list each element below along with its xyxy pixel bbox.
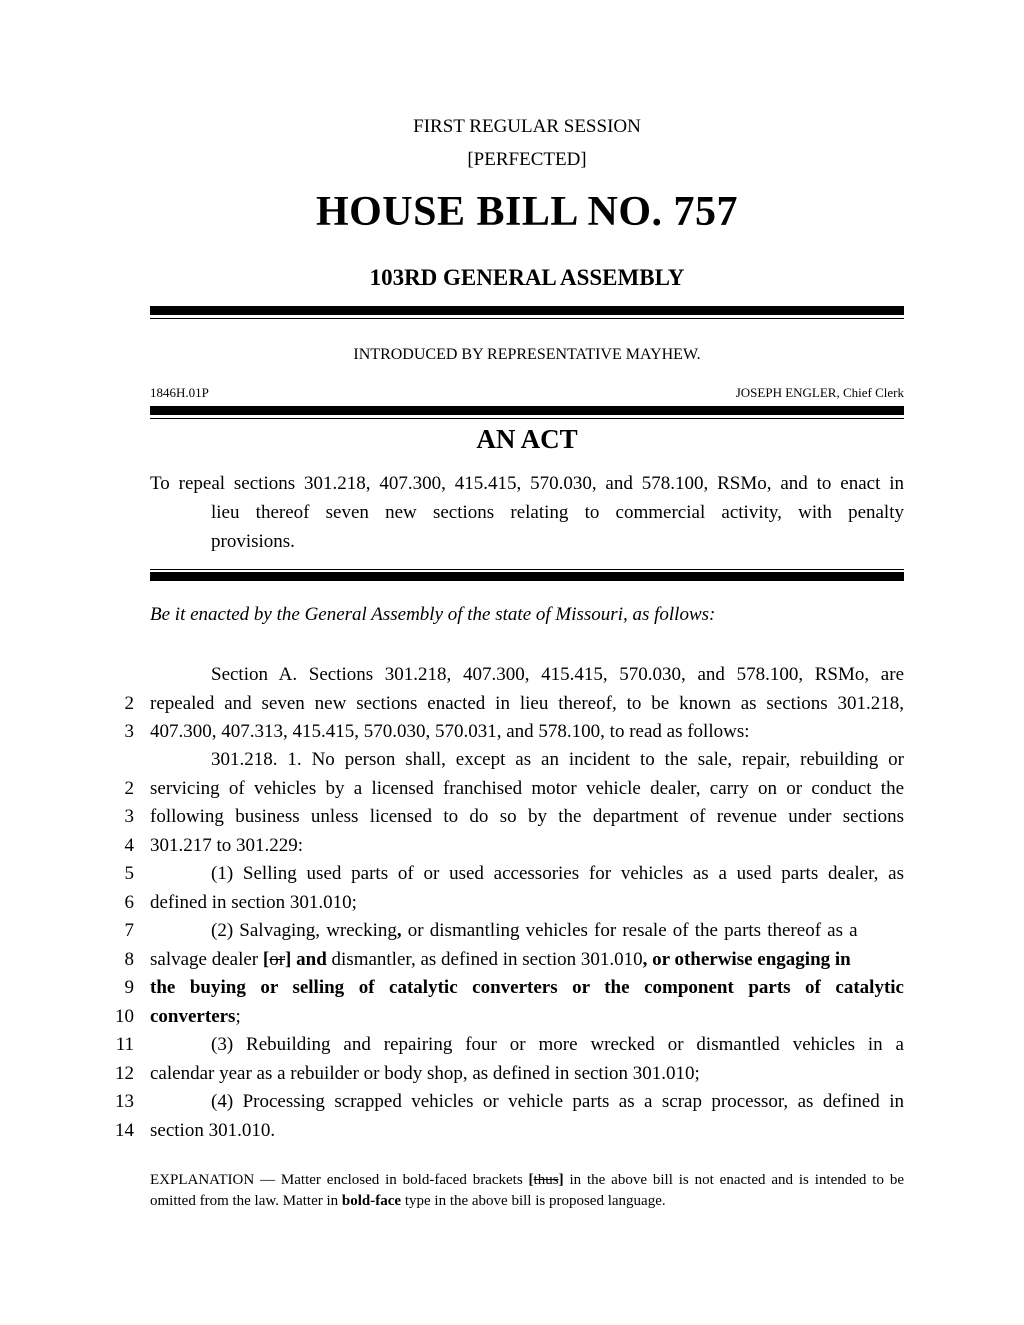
line-text: Section A. Sections 301.218, 407.300, 415.415, 570.030, and 578.100, RSMo, are [211, 664, 904, 685]
act-summary [150, 469, 904, 556]
text-line [100, 1120, 904, 1149]
text-line [100, 835, 904, 864]
bracket-close: ] [285, 948, 292, 970]
summary-rule-thin [150, 569, 904, 570]
bracket-open: [ [528, 1172, 534, 1188]
line-text: (4) Processing scrapped vehicles or vehicle parts as a scrap processor, as defined in [211, 1091, 904, 1112]
strike-example: thus [533, 1172, 559, 1188]
an-act-heading: AN ACT [476, 424, 578, 454]
line-text [150, 1006, 904, 1028]
line-text: 301.217 to 301.229: [150, 834, 304, 856]
text-line [100, 806, 904, 835]
summary-line-3: provisions. [211, 531, 295, 552]
session-label: FIRST REGULAR SESSION [413, 116, 641, 137]
bill-status: [PERFECTED] [467, 149, 587, 170]
explanation-note [150, 1170, 904, 1212]
line-number: 10 [115, 1005, 134, 1027]
added-text-line: the buying or selling of catalytic converters or the component parts of catalytic [150, 977, 904, 998]
clerk-rule-thin [150, 418, 904, 419]
added-text: and [291, 948, 327, 970]
line-text [150, 949, 904, 971]
line-number: 14 [115, 1119, 134, 1141]
text-line [100, 920, 904, 949]
text-run: (2) Salvaging, wrecking [211, 920, 397, 941]
text-line [100, 1091, 904, 1120]
line-text: (3) Rebuilding and repairing four or more wrecked or dismantled vehicles in a [211, 1034, 904, 1055]
line-number: 12 [115, 1062, 134, 1084]
line-number: 4 [124, 834, 134, 856]
bold-example: bold-face [341, 1193, 402, 1209]
clerk-rule-thick [150, 406, 904, 415]
line-text: calendar year as a rebuilder or body shop, as defined in section 301.010; [150, 1062, 700, 1084]
text-line [100, 1034, 904, 1063]
line-text: defined in section 301.010; [150, 891, 357, 913]
added-text: converters [150, 1005, 236, 1027]
line-number: 13 [115, 1091, 134, 1112]
bracket-open: [ [262, 948, 270, 970]
introduced-by: INTRODUCED BY REPRESENTATIVE MAYHEW. [353, 346, 701, 363]
chief-clerk: JOSEPH ENGLER, Chief Clerk [735, 385, 904, 400]
line-number: 3 [124, 721, 134, 742]
line-number: 9 [124, 977, 134, 998]
line-number: 6 [124, 891, 134, 913]
header-rule-thin [150, 318, 904, 319]
added-text: , or otherwise engaging in [642, 948, 851, 970]
text-line [100, 892, 904, 921]
text-run: salvage dealer [150, 948, 263, 970]
line-number: 2 [124, 692, 134, 714]
bracket-close: ] [558, 1172, 564, 1188]
text-line [100, 749, 904, 778]
line-text: (1) Selling used parts of or used accessories for vehicles as a used parts dealer, as [211, 863, 904, 884]
deleted-text: or [269, 948, 286, 970]
text-line [100, 721, 904, 750]
line-text: 407.300, 407.313, 415.415, 570.030, 570.031, and 578.100, to read as follows: [150, 721, 750, 742]
text-line [100, 863, 904, 892]
line-number: 2 [124, 777, 134, 799]
added-comma: , [396, 920, 402, 941]
summary-line-2: lieu thereof seven new sections relating to commercial activity, with penalty [211, 502, 904, 523]
summary-rule-thick [150, 572, 904, 581]
line-number: 8 [124, 948, 134, 970]
summary-line-1: To repeal sections 301.218, 407.300, 415.415, 570.030, and 578.100, RSMo, and to enact in [150, 473, 904, 494]
line-number: 7 [124, 920, 134, 941]
header-rule-thick [150, 306, 904, 315]
line-number: 3 [124, 806, 134, 827]
text-run: Matter enclosed in bold-faced brackets [275, 1172, 529, 1188]
document-number: 1846H.01P [150, 385, 209, 400]
bill-title: HOUSE BILL NO. 757 [315, 189, 739, 235]
explanation-label: EXPLANATION — [150, 1172, 276, 1188]
line-number: 5 [124, 863, 134, 884]
line-text [150, 920, 904, 942]
enacting-clause: Be it enacted by the General Assembly of the state of Missouri, as follows: [150, 604, 716, 625]
text-line [100, 977, 904, 1006]
line-text: section 301.010. [150, 1119, 276, 1141]
text-line [100, 778, 904, 807]
line-text: servicing of vehicles by a licensed franchised motor vehicle dealer, carry on or conduct the [150, 777, 904, 799]
text-run: ; [235, 1005, 241, 1027]
text-line [100, 1006, 904, 1035]
line-text: 301.218. 1. No person shall, except as an incident to the sale, repair, rebuilding or [211, 749, 904, 770]
text-run: or dismantling vehicles for resale of the parts thereof as a [401, 920, 858, 941]
line-text: repealed and seven new sections enacted in lieu thereof, to be known as sections 301.218, [150, 692, 904, 714]
assembly-label: 103RD GENERAL ASSEMBLY [369, 265, 685, 290]
text-run: in the above bill is not enacted and is intended to be omitted from the law. Matter in [150, 1172, 905, 1209]
text-run: type in the above bill is proposed language. [401, 1193, 666, 1209]
line-number: 11 [115, 1034, 134, 1055]
text-line [100, 693, 904, 722]
text-line [100, 664, 904, 693]
text-line [100, 949, 904, 978]
text-run: dismantler, as defined in section 301.010 [326, 948, 643, 970]
line-text: following business unless licensed to do so by the department of revenue under sections [150, 806, 904, 827]
text-line [100, 1063, 904, 1092]
